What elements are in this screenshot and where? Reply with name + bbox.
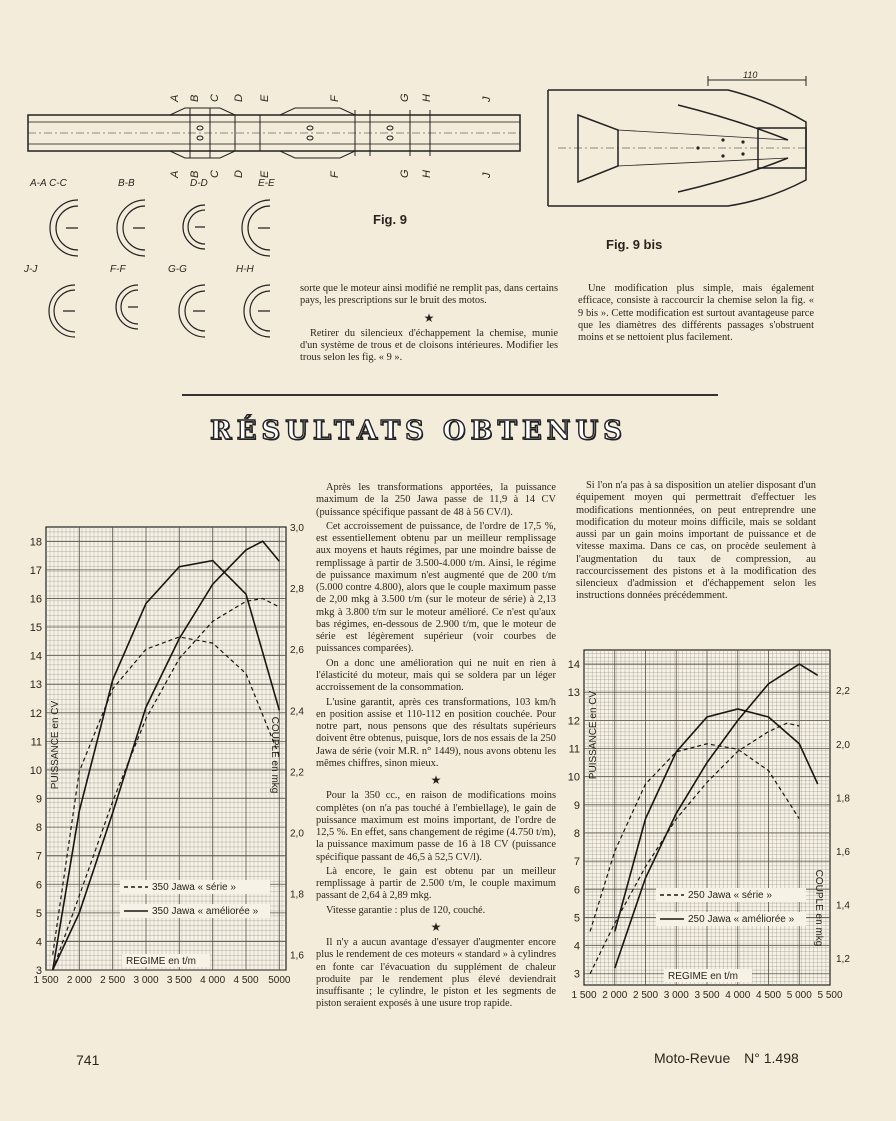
y-tick-label: 9 bbox=[573, 799, 580, 812]
y2-axis-label: COUPLE en mkg bbox=[269, 716, 280, 794]
fig9-caption: Fig. 9 bbox=[373, 212, 407, 227]
issue-number: N° 1.498 bbox=[744, 1050, 799, 1066]
y-tick-label: 12 bbox=[567, 715, 580, 728]
y-tick-label: 3 bbox=[573, 968, 580, 981]
x-axis-label: REGIME en t/m bbox=[126, 956, 197, 967]
y2-axis-label: COUPLE en mkg bbox=[813, 869, 824, 947]
section-letter: J bbox=[481, 172, 493, 178]
section-letter: E bbox=[259, 94, 271, 102]
y-tick-label: 7 bbox=[35, 850, 42, 863]
y-tick-label: 3 bbox=[35, 965, 42, 977]
legend-label: 350 Jawa « série » bbox=[152, 882, 236, 893]
y-tick-label: 15 bbox=[29, 622, 42, 635]
section-label-ee: E-E bbox=[258, 178, 275, 189]
y-tick-label: 4 bbox=[35, 936, 42, 949]
x-tick-label: 4 000 bbox=[200, 975, 226, 986]
section-letter: J bbox=[481, 96, 493, 102]
x-tick-label: 4 500 bbox=[233, 975, 259, 986]
x-tick-label: 3 000 bbox=[133, 975, 159, 986]
section-label-gg: G-G bbox=[168, 264, 187, 275]
section-letter: B bbox=[189, 94, 201, 102]
section-letter: C bbox=[209, 94, 221, 102]
legend-label: 250 Jawa « améliorée » bbox=[688, 914, 795, 925]
y-tick-label: 8 bbox=[573, 827, 580, 840]
star-separator: ★ bbox=[423, 310, 435, 325]
paragraph: Après les transformations apportées, la puissance maximum de la 250 Jawa passe de 11,9 à 14 CV (puissance spécifique passant de 48 à 56 CV/l). bbox=[316, 482, 556, 518]
y-tick-label: 11 bbox=[568, 743, 580, 756]
section-letter: A bbox=[169, 170, 181, 178]
x-tick-label: 2 500 bbox=[632, 990, 659, 1001]
y-tick-label: 4 bbox=[573, 940, 580, 953]
y2-tick-label: 2,4 bbox=[290, 706, 304, 718]
x-tick-label: 3 500 bbox=[166, 975, 192, 986]
y2-tick-label: 3,0 bbox=[290, 523, 304, 534]
section-label-jj: J-J bbox=[24, 264, 38, 275]
x-tick-label: 5 000 bbox=[786, 990, 812, 1001]
y2-tick-label: 2,2 bbox=[836, 686, 850, 698]
top-left-text bbox=[300, 283, 558, 366]
fig9bis-dimension: 110 bbox=[743, 70, 758, 80]
section-label-ff: F-F bbox=[110, 264, 126, 275]
y-tick-label: 9 bbox=[35, 793, 42, 806]
section-letter: F bbox=[329, 171, 341, 178]
section-label-bb: B-B bbox=[118, 178, 135, 189]
section-label-dd: D-D bbox=[190, 178, 208, 189]
y-tick-label: 16 bbox=[29, 593, 42, 606]
paragraph: Cet accroissement de puissance, de l'ordre de 17,5 %, est essentiellement obtenu par un meilleur remplissage aux moyens et hauts régimes, par une moindre baisse de remplissage à partir de 3.500-4.000 t/m. Ainsi, le régime de puissance maximum n'est augmenté que de 200 t/m (5.000 contre 4.800), alors que le couple maximum passe de 2,00 mkg à 3.500 t/m (sur le moteur de série) à 2,13 mkg à 3.800 t/m sur le moteur amélioré. Ce n'est qu'aux bas régimes, en-dessous de 2.900 t/m, que le moteur de série est légèrement supérieur (voir courbes de puissances comparées). bbox=[316, 520, 556, 655]
magazine-title: Moto-Revue bbox=[654, 1050, 731, 1066]
y2-tick-label: 2,2 bbox=[290, 767, 304, 779]
section-letter: H bbox=[421, 170, 433, 178]
y-axis-label: PUISSANCE en CV bbox=[50, 700, 61, 790]
middle-column bbox=[316, 482, 556, 1013]
y-tick-label: 10 bbox=[29, 764, 42, 777]
paragraph: Une modification plus simple, mais également efficace, consiste à raccourcir la chemise selon la fig. « 9 bis ». Cette modification est surtout avantageuse parce que les diamètres des différents passages s'obstruent moins et se nettoient plus facilement. bbox=[578, 283, 814, 344]
paragraph: Si l'on n'a pas à sa disposition un atelier disposant d'un équipement moyen qui permettrait d'effectuer les modifications mentionnées, on peut entreprendre une modification du moteur moins difficile, mais se soldant aussi par un gain moins important de puissance et de vitesse maxima. Dans ce cas, on procède seulement à l'augmentation du taux de compression, au raccourcissement des pistons et à la modification des silencieux d'admission et d'échappement selon les instructions données précédemment. bbox=[576, 480, 816, 602]
fig9bis-drawing bbox=[538, 70, 818, 220]
section-letter: A bbox=[169, 94, 181, 102]
chart-250-svg bbox=[560, 640, 860, 1010]
paragraph: Pour la 350 cc., en raison de modifications moins complètes (on n'a pas touché à l'embiellage), le gain de puissance maximum est moins important, de l'ordre de 12,5 %. En effet, sans changement de régime (4.750 t/m), la puissance maximum passe de 16 à 18 CV (puissance spécifique passant de 46,5 à 52,5 CV/l). bbox=[316, 790, 556, 863]
right-column-text bbox=[576, 480, 816, 605]
x-tick-label: 2 000 bbox=[66, 975, 92, 986]
chart-350-svg bbox=[20, 515, 320, 995]
x-tick-label: 2 500 bbox=[100, 975, 126, 986]
section-label-aa-cc: A-A C-C bbox=[30, 178, 67, 189]
section-letter: D bbox=[233, 94, 245, 102]
y-tick-label: 5 bbox=[35, 907, 42, 920]
legend-label: 250 Jawa « série » bbox=[688, 890, 772, 901]
y-tick-label: 14 bbox=[567, 659, 580, 672]
horizontal-rule bbox=[182, 394, 718, 396]
chart-350-jawa bbox=[20, 515, 320, 995]
x-tick-label: 1 500 bbox=[571, 990, 597, 1001]
y2-tick-label: 1,4 bbox=[836, 900, 850, 912]
y-tick-label: 5 bbox=[573, 912, 580, 925]
paragraph: Retirer du silencieux d'échappement la chemise, munie d'un système de trous et de cloisons intérieures. Modifier les trous selon les fig. « 9 ». bbox=[300, 327, 558, 364]
paragraph: Vitesse garantie : plus de 120, couché. bbox=[326, 904, 486, 916]
y2-tick-label: 2,0 bbox=[836, 739, 850, 751]
section-letter: E bbox=[259, 170, 271, 178]
star-separator: ★ bbox=[430, 773, 442, 788]
y-tick-label: 6 bbox=[35, 879, 42, 892]
x-tick-label: 3 500 bbox=[694, 990, 720, 1001]
section-letters-bottom bbox=[169, 169, 493, 179]
x-tick-label: 5000 bbox=[268, 975, 291, 986]
legend-label: 350 Jawa « améliorée » bbox=[152, 906, 259, 917]
fig9bis-caption: Fig. 9 bis bbox=[606, 237, 663, 252]
section-letter: D bbox=[233, 170, 245, 178]
y2-tick-label: 1,8 bbox=[290, 889, 304, 901]
y2-tick-label: 2,6 bbox=[290, 645, 304, 657]
paragraph: sorte que le moteur ainsi modifié ne remplit pas, dans certains pays, les prescriptions sur le bruit des motos. bbox=[300, 283, 558, 307]
y-tick-label: 8 bbox=[35, 822, 42, 835]
y-tick-label: 17 bbox=[29, 564, 42, 577]
y-tick-label: 10 bbox=[567, 771, 580, 784]
y-tick-label: 14 bbox=[29, 650, 42, 663]
y-tick-label: 13 bbox=[29, 679, 42, 692]
section-letter: B bbox=[189, 170, 201, 178]
x-tick-label: 1 500 bbox=[33, 975, 59, 986]
y2-tick-label: 2,0 bbox=[290, 828, 304, 840]
paragraph: On a donc une amélioration qui ne nuit en rien à l'élasticité du moteur, mais qui se soldera par un léger accroissement de la consommation. bbox=[316, 657, 556, 694]
y-tick-label: 6 bbox=[573, 884, 580, 897]
x-tick-label: 3 000 bbox=[663, 990, 689, 1001]
x-tick-label: 2 000 bbox=[602, 990, 628, 1001]
paragraph: Là encore, le gain est obtenu par un meilleur remplissage à partir de 2.500 t/m, le couple maximum passant de 2,64 à 2,89 mkg. bbox=[316, 865, 556, 902]
y2-tick-label: 1,2 bbox=[836, 954, 850, 966]
y-tick-label: 18 bbox=[29, 536, 42, 549]
section-letter: C bbox=[209, 170, 221, 178]
section-letter: F bbox=[329, 95, 341, 102]
paragraph: L'usine garantit, après ces transformations, 103 km/h en position assise et 110-112 en position couchée. Pour notre part, nous pensons que des résultats supérieurs doivent être obtenus, puisque, lors de nos essais de la 250 Jawa de série (voir M.R. n° 1449), nous avons obtenu les mêmes chiffres, sinon mieux. bbox=[316, 696, 556, 769]
y-tick-label: 7 bbox=[573, 856, 580, 869]
chart-250-jawa bbox=[560, 640, 860, 1010]
y2-tick-label: 2,8 bbox=[290, 584, 304, 596]
y-tick-label: 11 bbox=[30, 736, 42, 749]
y2-tick-label: 1,6 bbox=[290, 950, 304, 962]
x-tick-label: 5 500 bbox=[817, 990, 843, 1001]
y2-tick-label: 1,6 bbox=[836, 847, 850, 858]
top-right-text bbox=[578, 283, 814, 346]
section-label-hh: H-H bbox=[236, 264, 254, 275]
y-tick-label: 12 bbox=[29, 707, 42, 720]
y-tick-label: 13 bbox=[567, 687, 580, 700]
star-separator: ★ bbox=[430, 919, 442, 934]
y-axis-label: PUISSANCE en CV bbox=[588, 690, 599, 780]
magazine-name bbox=[654, 1050, 799, 1066]
page-number: 741 bbox=[76, 1052, 100, 1068]
section-letter: G bbox=[399, 169, 411, 178]
page-title: RÉSULTATS OBTENUS bbox=[210, 416, 627, 446]
x-tick-label: 4 000 bbox=[725, 990, 751, 1001]
section-letter: G bbox=[399, 93, 411, 102]
section-letter: H bbox=[421, 94, 433, 102]
x-axis-label: REGIME en t/m bbox=[668, 971, 739, 982]
section-letters-top bbox=[169, 93, 493, 103]
y2-tick-label: 1,8 bbox=[836, 793, 850, 805]
paragraph: Il n'y a aucun avantage d'essayer d'augmenter encore plus le rendement de ces moteurs « standard » à cylindres en fonte car l'évacuation du supplément de chaleur produite par le rendement plus élevé deviendrait insuffisante ; le cylindre, le piston et les segments de piston seraient exposés à une usure trop rapide. bbox=[316, 937, 556, 1010]
x-tick-label: 4 500 bbox=[755, 990, 782, 1001]
